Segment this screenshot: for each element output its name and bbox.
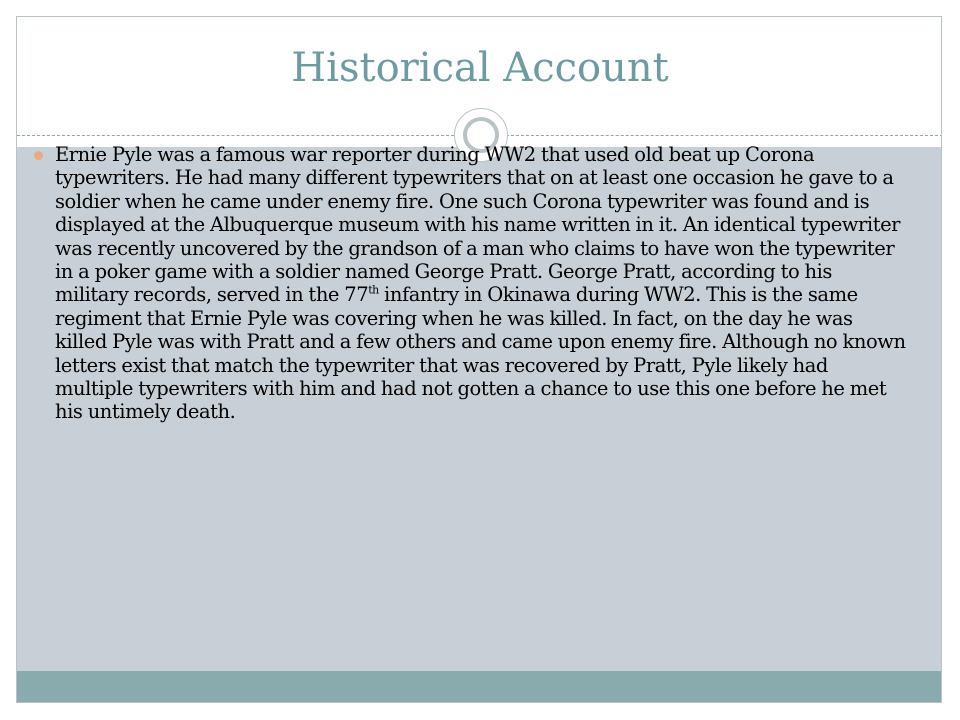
bullet-item <box>34 143 906 424</box>
bullet-dot-icon <box>34 151 43 160</box>
bullet-list <box>34 143 906 424</box>
bullet-text-part-1: Ernie Pyle was a famous war reporter during WW2 that used old beat up Corona typewriters. He had many different typewriters that on at least one occasion he gave to a soldier when he came under enemy fire. One such Corona typewriter was found and is displayed at the Albuquerque museum with his name written in it. An identical typewriter was recently uncovered by the grandson of a man who claims to have won the typewriter in a poker game with a soldier named George Pratt. George Pratt, according to his military records, served in the 77 <box>55 143 901 307</box>
bullet-text-part-2: infantry in Okinawa during WW2. This is the same regiment that Ernie Pyle was covering when he was killed. In fact, on the day he was killed Pyle was with Pratt and a few others and came upon enemy fire. Although no known letters exist that match the typewriter that was recovered by Pratt, Pyle likely had multiple typewriters with him and had not gotten a chance to use this one before he met his untimely death. <box>55 283 906 424</box>
slide-title: Historical Account <box>291 45 669 91</box>
bullet-superscript: th <box>368 283 379 297</box>
footer-bar <box>17 671 942 703</box>
